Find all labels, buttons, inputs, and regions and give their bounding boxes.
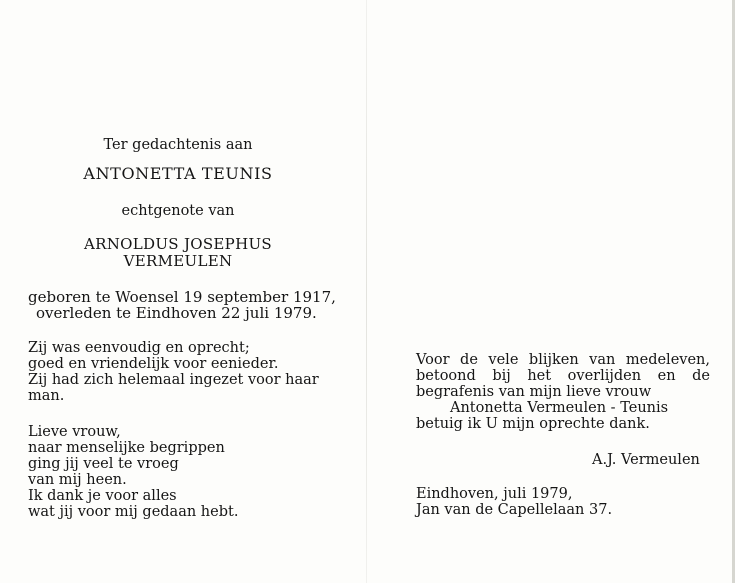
- address: Jan van de Capellelaan 37.: [416, 502, 613, 518]
- verse-line: Ik dank je voor alles: [28, 488, 177, 504]
- verse-line: wat jij voor mij gedaan hebt.: [28, 504, 239, 520]
- verse-line: Lieve vrouw,: [28, 424, 121, 440]
- spouse-name-line2: VERMEULEN: [123, 252, 233, 270]
- verse-line: goed en vriendelijk voor eenieder.: [28, 356, 279, 372]
- verse-line: man.: [28, 388, 65, 404]
- verse-line: Zij was eenvoudig en oprecht;: [28, 340, 250, 356]
- thanks-name-line: Antonetta Vermeulen - Teunis: [450, 400, 669, 416]
- spouse-name-line1: ARNOLDUS JOSEPHUS: [84, 235, 272, 253]
- verse-line: ging jij veel te vroeg: [28, 456, 179, 472]
- verse-line: Zij had zich helemaal ingezet voor haar: [28, 372, 319, 388]
- thanks-line: betuig ik U mijn oprechte dank.: [416, 416, 650, 432]
- deceased-name: ANTONETTA TEUNIS: [83, 164, 273, 183]
- verse-line: naar menselijke begrippen: [28, 440, 225, 456]
- intro-text: Ter gedachtenis aan: [103, 137, 253, 153]
- card-fold: [366, 0, 367, 583]
- verse-line: van mij heen.: [28, 472, 127, 488]
- thanks-line: Voor de vele blijken van medeleven,: [416, 352, 710, 368]
- relation-text: echtgenote van: [121, 203, 235, 219]
- thanks-line: betoond bij het overlijden en de: [416, 368, 710, 384]
- death-line: overleden te Eindhoven 22 juli 1979.: [36, 304, 317, 322]
- thanks-line: begrafenis van mijn lieve vrouw: [416, 384, 652, 400]
- birth-line: geboren te Woensel 19 september 1917,: [28, 288, 336, 306]
- place-date: Eindhoven, juli 1979,: [416, 486, 573, 502]
- signature: A.J. Vermeulen: [592, 452, 700, 468]
